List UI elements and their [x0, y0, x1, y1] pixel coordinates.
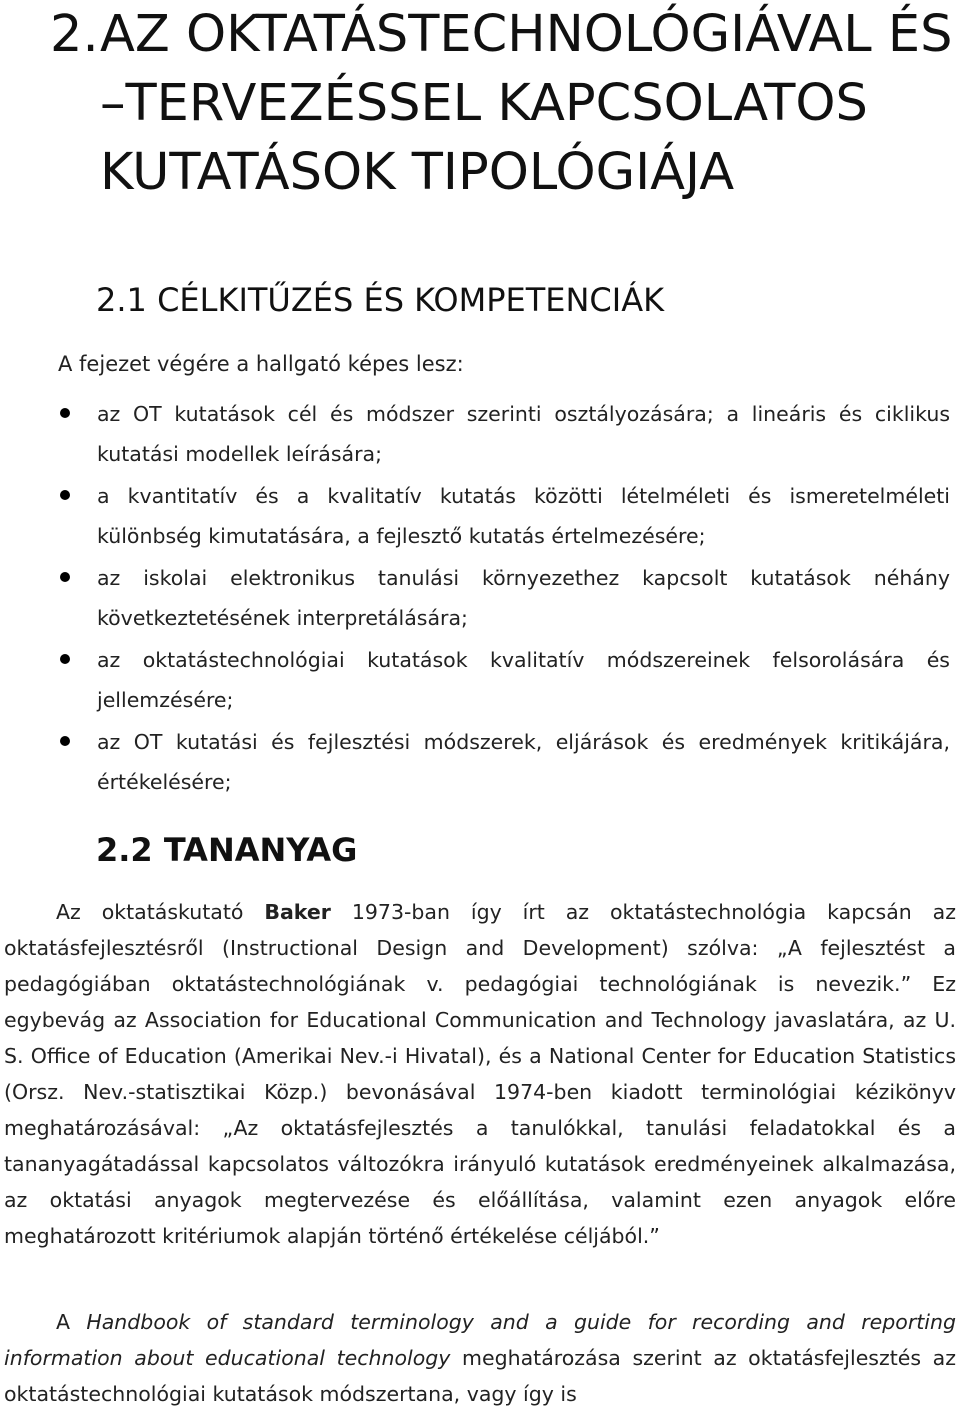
- paragraph-handbook: A Handbook of standard terminology and a guide for recording and reporting information about educational technology meghatározása szerint az oktatásfejlesztés az oktatástechnológiai kutatások módszertana, vagy így is: [4, 1310, 956, 1406]
- objective-item: az OT kutatási és fejlesztési módszerek, eljárások és eredmények kritikájára, értékelésére;: [0, 722, 960, 802]
- objective-item: az OT kutatások cél és módszer szerinti osztályozására; a lineáris és ciklikus kutatási modellek leírására;: [0, 394, 960, 474]
- chapter-title-line-1: AZ OKTATÁSTECHNOLÓGIÁVAL ÉS: [100, 5, 953, 64]
- chapter-title-line-2: –TERVEZÉSSEL KAPCSOLATOS: [100, 74, 868, 133]
- bullet-icon: [60, 654, 70, 664]
- bullet-icon: [60, 408, 70, 418]
- chapter-number: 2.: [50, 5, 99, 64]
- objective-item: a kvantitatív és a kvalitatív kutatás közötti lételméleti és ismeretelméleti különbség kimutatására, a fejlesztő kutatás értelmezésére;: [0, 476, 960, 556]
- objectives-list: [0, 394, 960, 804]
- section-title-objectives: 2.1 CÉLKITŰZÉS ÉS KOMPETENCIÁK: [96, 281, 665, 319]
- bullet-icon: [60, 572, 70, 582]
- chapter-title-line-3: KUTATÁSOK TIPOLÓGIÁJA: [100, 143, 735, 202]
- objectives-intro: A fejezet végére a hallgató képes lesz:: [58, 352, 464, 376]
- chapter-title: [50, 0, 953, 207]
- objective-item: az iskolai elektronikus tanulási környezethez kapcsolt kutatások néhány következtetésének interpretálására;: [0, 558, 960, 638]
- paragraph-baker: Az oktatáskutató Baker 1973-ban így írt az oktatástechnológia kapcsán az oktatásfejlesztésről (Instructional Design and Development) szólva: „A fejlesztést a pedagógiában oktatástechnológiának v. pedagógiai technológiának is nevezik.” Ez egybevág az Association for Educational Communication and Technology javaslatára, az U. S. Office of Education (Amerikai Nev.-i Hivatal), és a National Center for Education Statistics (Orsz. Nev.-statisztikai Közp.) bevonásával 1974-ben kiadott terminológiai kézikönyv meghatározásával: „Az oktatásfejlesztés a tanulókkal, tanulási feladatokkal és a tananyagátadással kapcsolatos változókra irányuló kutatások eredményeinek alkalmazása, az oktatási anyagok megtervezése és előállítása, valamint ezen anyagok előre meghatározott kritériumok alapján történő értékelése céljából.”: [4, 900, 956, 1248]
- handbook-title: Handbook of standard terminology and a guide for recording and reporting information about educational technology: [4, 1310, 956, 1370]
- author-name: Baker: [264, 900, 331, 924]
- objective-item: az oktatástechnológiai kutatások kvalitatív módszereinek felsorolására és jellemzésére;: [0, 640, 960, 720]
- bullet-icon: [60, 490, 70, 500]
- section-title-material: 2.2 TANANYAG: [96, 831, 358, 869]
- bullet-icon: [60, 736, 70, 746]
